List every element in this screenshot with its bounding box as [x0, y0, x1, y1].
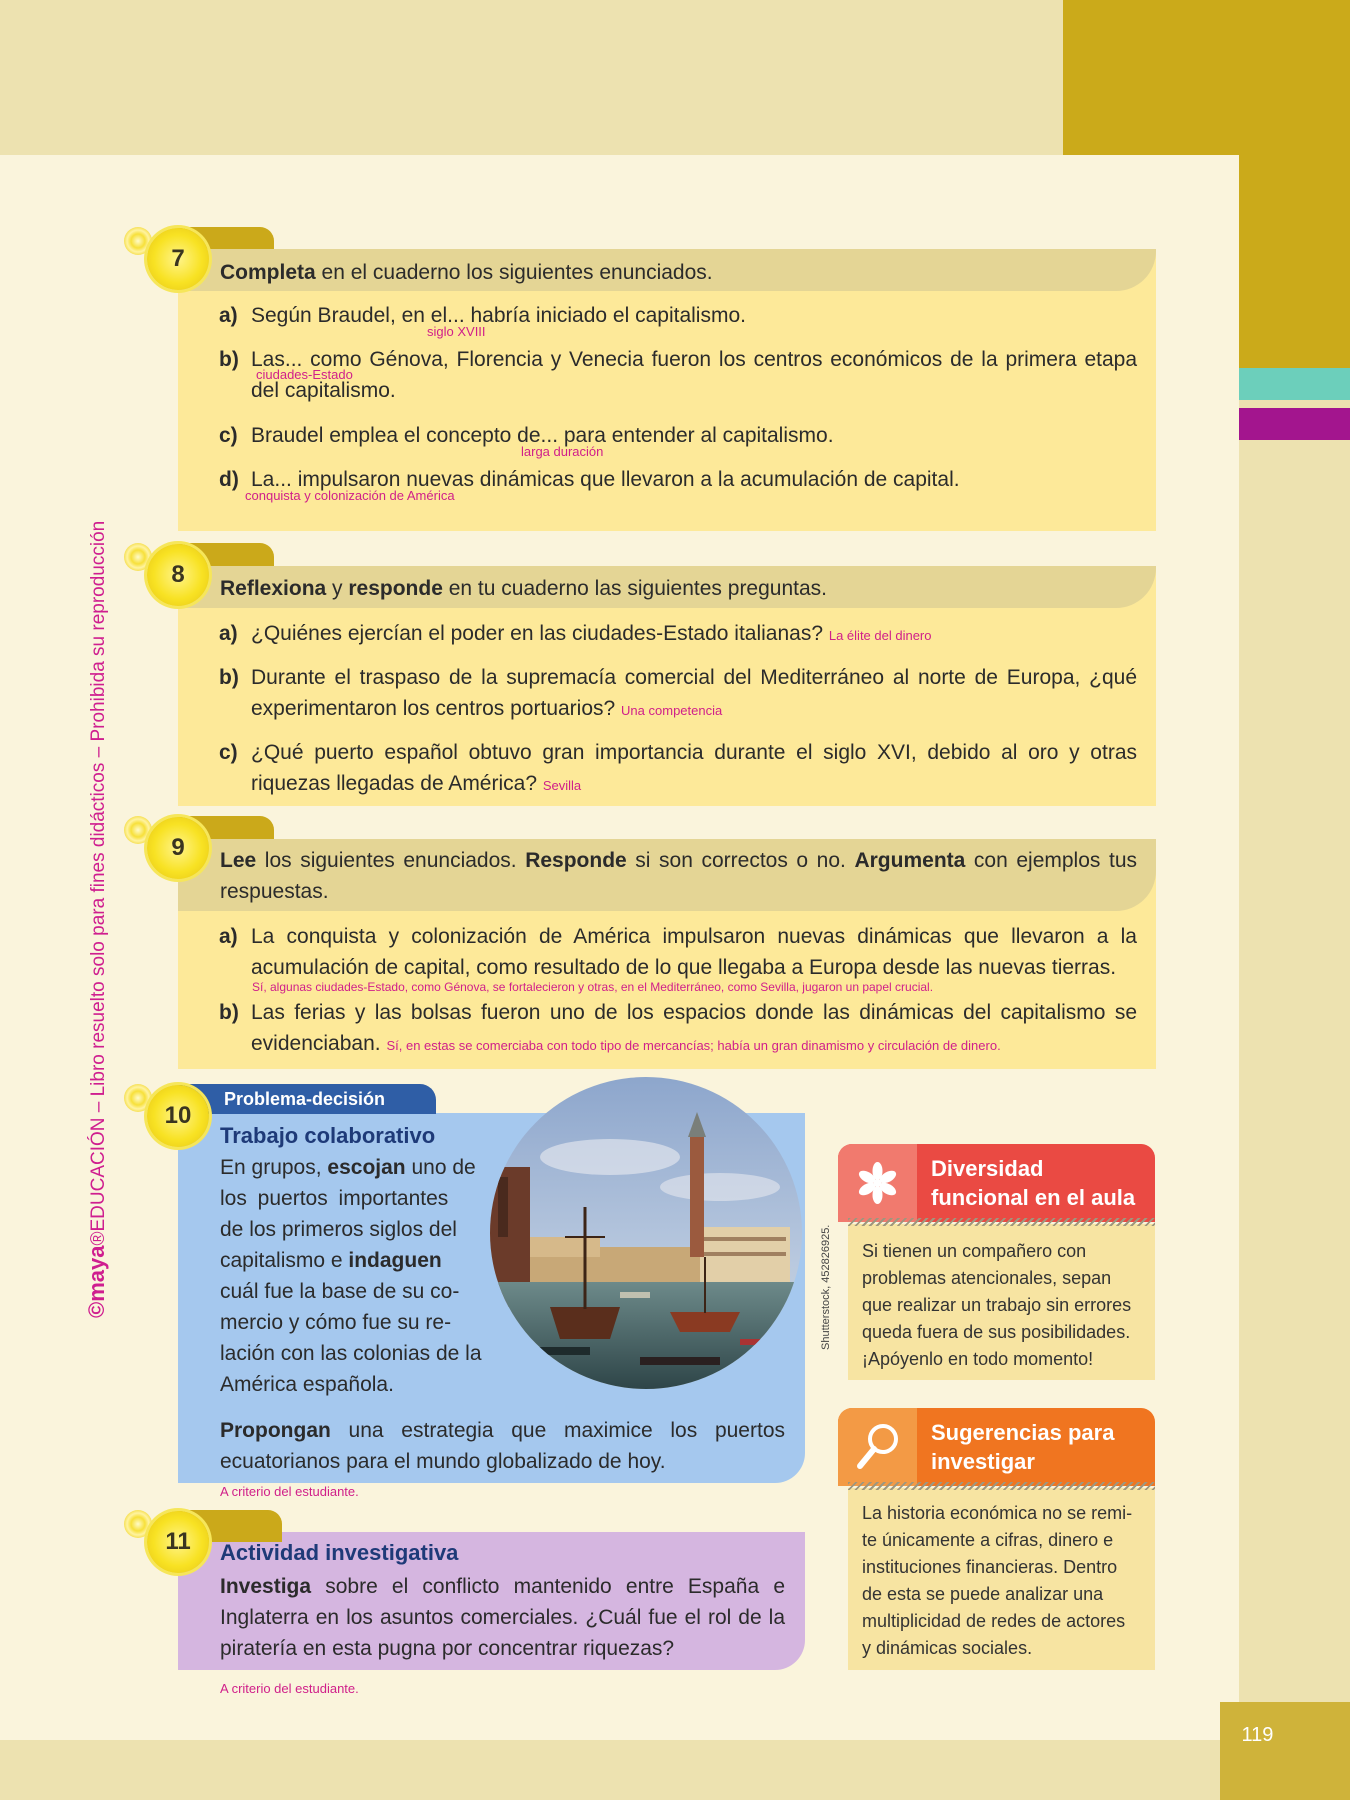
- q10-line-part: capitalismo e: [220, 1249, 349, 1272]
- q9-text-1: los siguientes enunciados.: [256, 849, 526, 872]
- card-text-line: que realizar un trabajo sin errores: [862, 1295, 1132, 1315]
- q7-answer-b: ciudades-Estado: [256, 367, 353, 382]
- bottom-band: [0, 1740, 1220, 1800]
- q8-verb-1: Reflexiona: [220, 577, 327, 600]
- sugerencias-card-header: [838, 1408, 1155, 1486]
- diversidad-icon-tile: [838, 1144, 917, 1222]
- q11-number-badge: 11: [147, 1511, 209, 1573]
- sugerencias-card-title: [931, 1418, 1114, 1476]
- q9-number-badge: 9: [147, 817, 209, 879]
- card-text-line: queda fuera de sus posibilidades.: [862, 1322, 1131, 1342]
- q8-instr-rest: en tu cuaderno las siguientes preguntas.: [442, 577, 827, 600]
- q8-answer-b: Una competencia: [621, 703, 723, 718]
- item-label: b): [219, 1001, 239, 1024]
- q8-instr-mid: y: [326, 577, 349, 600]
- q7-item-a: [219, 300, 1137, 331]
- asterisk-flower-icon: [838, 1144, 917, 1222]
- q11-title: Actividad investigativa: [220, 1540, 459, 1565]
- top-band: [0, 0, 1063, 155]
- q9-verb-2: Responde: [525, 849, 627, 872]
- teal-strip: [1239, 368, 1350, 400]
- q8-item-c: [219, 737, 1137, 801]
- venice-painting-image: [490, 1077, 802, 1389]
- q10-verb-escojan: escojan: [327, 1156, 406, 1179]
- q7-instruction-text: en el cuaderno los siguientes enunciados.: [315, 261, 713, 284]
- q10-line: de los primeros siglos del: [220, 1218, 457, 1241]
- q9-item-a: [219, 921, 1137, 983]
- item-text: Braudel emplea el concepto de... para entender al capitalismo.: [251, 424, 834, 447]
- q9-answer-a: Sí, algunas ciudades-Estado, como Génova, se fortalecieron y otras, en el Mediterráneo, como Sevilla, jugaron un papel crucial.: [252, 980, 934, 994]
- q10-tab-problema-decision: Problema-decisión: [178, 1084, 436, 1114]
- item-text: [251, 737, 1137, 801]
- q8-answer-c: Sevilla: [542, 778, 582, 793]
- q10-title: Trabajo colaborativo: [220, 1123, 436, 1148]
- q7-instruction: [220, 257, 713, 288]
- q9-item-b: [219, 997, 1137, 1061]
- q10-paragraph-2: [220, 1415, 785, 1477]
- card-text-line: Si tienen un compañero con: [862, 1241, 1087, 1261]
- q8-item-b: [219, 662, 1137, 726]
- brand-logo: ©maya: [84, 1245, 109, 1318]
- item-text: Según Braudel, en el... habría iniciado el capitalismo.: [251, 304, 746, 327]
- item-label: c): [219, 424, 238, 447]
- q11-verb-investiga: Investiga: [220, 1575, 312, 1598]
- item-text: Las... como Génova, Florencia y Venecia fueron los centros económicos de la primera etapa del capitalismo.: [251, 348, 1137, 402]
- card-title-line: Diversidad: [931, 1156, 1044, 1181]
- q7-number-badge: 7: [147, 228, 209, 290]
- q10-line: cuál fue la base de su co-: [220, 1280, 460, 1303]
- q7-answer-c: larga duración: [521, 444, 604, 459]
- copyright-text: ®EDUCACIÓN – Libro resuelto solo para fines didácticos – Prohibida su reproducción: [88, 520, 109, 1246]
- q10-line: [220, 1152, 498, 1183]
- q8-verb-2: responde: [348, 577, 443, 600]
- item-question: ¿Qué puerto español obtuvo gran importancia durante el siglo XVI, debido al oro y otras riquezas llegadas de América?: [251, 741, 1137, 795]
- card-title-line: funcional en el aula: [931, 1185, 1136, 1210]
- q11-answer: A criterio del estudiante.: [220, 1681, 359, 1696]
- q10-answer: A criterio del estudiante.: [220, 1484, 359, 1499]
- card-text-line: instituciones financieras. Dentro: [862, 1557, 1118, 1577]
- diversidad-card-text: [862, 1238, 1131, 1373]
- card-text-line: ¡Apóyenlo en todo momento!: [862, 1349, 1094, 1369]
- item-label: a): [219, 925, 238, 948]
- q11-text: [220, 1571, 785, 1664]
- diversidad-card-title: [931, 1154, 1135, 1212]
- item-text: La conquista y colonización de América impulsaron nuevas dinámicas que llevaron a la acumulación de capital, como resultado de lo que llegaba a Europa desde las nuevas tierras.: [251, 925, 1137, 979]
- item-label: d): [219, 468, 239, 491]
- item-label: c): [219, 741, 238, 764]
- item-label: b): [219, 348, 239, 371]
- card-text-line: multiplicidad de redes de actores: [862, 1611, 1126, 1631]
- q10-line-part: uno de: [405, 1156, 476, 1179]
- q9-text-2: si son correctos o no.: [626, 849, 855, 872]
- card-text-line: de esta se puede analizar una: [862, 1584, 1104, 1604]
- item-text: [251, 997, 1137, 1061]
- q10-verb-indaguen: indaguen: [348, 1249, 442, 1272]
- q8-answer-a: La élite del dinero: [828, 628, 932, 643]
- diversidad-hatch: [848, 1218, 1155, 1226]
- sugerencias-hatch: [848, 1482, 1155, 1490]
- q10-paragraph-1: [220, 1152, 498, 1400]
- q8-item-a: [219, 618, 1137, 651]
- item-question: ¿Quiénes ejercían el poder en las ciudades-Estado italianas?: [251, 622, 824, 645]
- q7-answer-a: siglo XVIII: [427, 324, 486, 339]
- q10-line: los puertos importantes: [220, 1187, 449, 1210]
- sugerencias-card-text: [862, 1500, 1132, 1662]
- q8-instruction: [220, 573, 827, 604]
- card-text-line: te únicamente a cifras, dinero e: [862, 1530, 1114, 1550]
- q9-instruction: [220, 845, 1137, 907]
- q9-text-3: con ejemplos tus respuestas.: [220, 849, 1137, 903]
- item-text: La... impulsaron nuevas dinámicas que llevaron a la acumulación de capital.: [251, 468, 960, 491]
- q10-line: mercio y cómo fue su re-: [220, 1311, 452, 1334]
- item-question: Las ferias y las bolsas fueron uno de los espacios donde las dinámicas del capitalismo se evidenciaban.: [251, 1001, 1137, 1055]
- card-title-line: Sugerencias para: [931, 1420, 1115, 1445]
- diversidad-card-header: [838, 1144, 1155, 1222]
- item-label: b): [219, 666, 239, 689]
- sugerencias-icon-tile: [838, 1408, 917, 1486]
- photo-credit: Shutterstock, 452826925.: [820, 1224, 832, 1350]
- card-text-line: La historia económica no se remi-: [862, 1503, 1133, 1523]
- q10-paragraph-2-text: una estrategia que maximice los puertos ecuatorianos para el mundo globalizado de hoy.: [220, 1419, 785, 1473]
- page-number-box: [1220, 1702, 1350, 1800]
- q10-line: [220, 1245, 498, 1276]
- q10-line: América española.: [220, 1373, 394, 1396]
- q7-answer-d: conquista y colonización de América: [245, 488, 455, 503]
- card-text-line: problemas atencionales, sepan: [862, 1268, 1112, 1288]
- item-question: Durante el traspaso de la supremacía comercial del Mediterráneo al norte de Europa, ¿qué experimentaron los centros portuarios?: [251, 666, 1137, 720]
- q7-item-c: [219, 420, 1137, 451]
- q10-number-badge: 10: [147, 1085, 209, 1147]
- magenta-strip: [1239, 408, 1350, 440]
- card-text-line: y dinámicas sociales.: [862, 1638, 1033, 1658]
- q10-verb-propongan: Propongan: [220, 1419, 331, 1442]
- q10-line-part: En grupos,: [220, 1156, 328, 1179]
- q10-line: lación con las colonias de la: [220, 1342, 482, 1365]
- vertical-copyright: [84, 521, 110, 1318]
- q11-question: sobre el conflicto mantenido entre España e Inglaterra en los asuntos comerciales. ¿Cuál fue el rol de la piratería en esta pugna por concentrar riquezas?: [220, 1575, 785, 1660]
- q7-verb: Completa: [220, 261, 316, 284]
- item-label: a): [219, 622, 238, 645]
- item-label: a): [219, 304, 238, 327]
- item-text: [251, 662, 1137, 726]
- q9-answer-b: Sí, en estas se comerciaba con todo tipo de mercancías; había un gran dinamismo y circulación de dinero.: [386, 1038, 1001, 1053]
- card-title-line: investigar: [931, 1449, 1035, 1474]
- q8-number-badge: 8: [147, 544, 209, 606]
- venice-port-painting: [490, 1077, 802, 1389]
- q9-verb-1: Lee: [220, 849, 257, 872]
- item-text: [251, 618, 1137, 651]
- page-number: 119: [1241, 1724, 1274, 1746]
- magnifier-icon: [838, 1408, 917, 1486]
- q9-verb-3: Argumenta: [854, 849, 966, 872]
- q7-item-b: [219, 344, 1137, 406]
